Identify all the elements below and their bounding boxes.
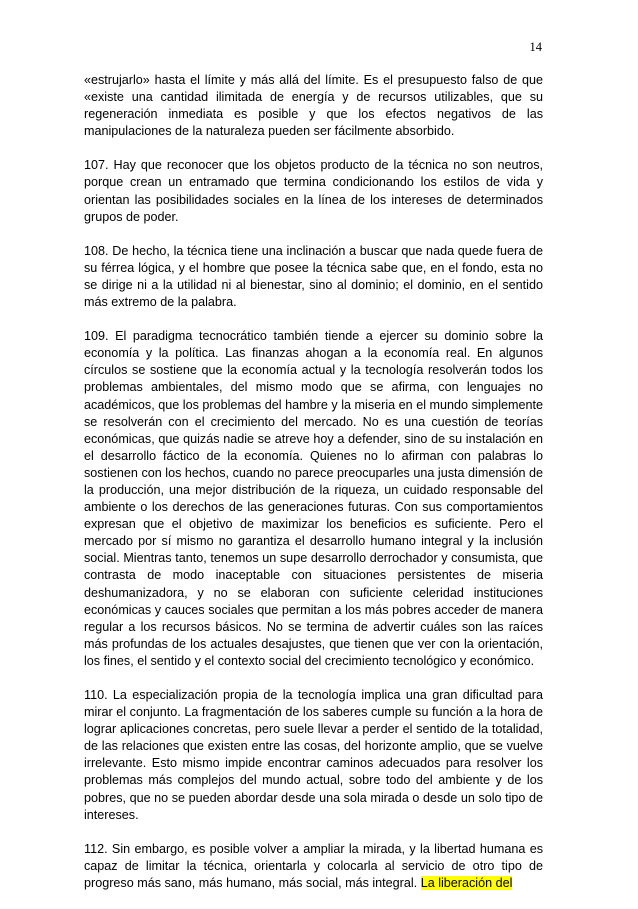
- paragraph-108: 108. De hecho, la técnica tiene una inclinación a buscar que nada quede fuera de su férrea lógica, y el hombre que posee la técnica sabe que, en el fondo, esta no se dirige ni a la utilidad ni al bienestar, sino al dominio; el dominio, en el sentido más extremo de la palabra.: [84, 243, 543, 310]
- page-number: 14: [529, 40, 542, 54]
- highlighted-text: La liberación del: [420, 875, 513, 890]
- paragraph-continuation: «estrujarlo» hasta el límite y más allá del límite. Es el presupuesto falso de que «existe una cantidad ilimitada de energía y de recursos utilizables, que su regeneración inmediata es posible y que los efectos negativos de las manipulaciones de la naturaleza pueden ser fácilmente absorbido.: [84, 73, 543, 139]
- paragraph-107: 107. Hay que reconocer que los objetos producto de la técnica no son neutros, porque crean un entramado que termina condicionando los estilos de vida y orientan las posibilidades sociales en la línea de los intereses de determinados grupos de poder.: [84, 158, 543, 224]
- paragraph-109: 109. El paradigma tecnocrático también tiende a ejercer su dominio sobre la economía y la política. Las finanzas ahogan a la economía real. En algunos círculos se sostiene que la economía actual y la tecnología resolverán todos los problemas ambientales, del mismo modo que se afirma, con lenguajes no académicos, que los problemas del hambre y la miseria en el mundo simplemente se resolverán con el crecimiento del mercado. No es una cuestión de teorías económicas, que quizás nadie se atreve hoy a defender, sino de su instalación en el desarrollo fáctico de la economía. Quienes no lo afirman con palabras lo sostienen con los hechos, cuando no parece preocuparles una justa dimensión de la producción, una mejor distribución de la riqueza, un cuidado responsable del ambiente o los derechos de las generaciones futuras. Con sus comportamientos expresan que el objetivo de maximizar los beneficios es suficiente. Pero el mercado por sí mismo no garantiza el desarrollo humano integral y la inclusión social. Mientras tanto, tenemos un supe desarrollo derrochador y consumista, que contrasta de modo inaceptable con situaciones persistentes de miseria deshumanizadora, y no se elaboran con suficiente celeridad instituciones económicas y cauces sociales que permitan a los más pobres acceder de manera regular a los recursos básicos. No se termina de advertir cuáles son las raíces más profundas de los actuales desajustes, que tienen que ver con la orientación, los fines, el sentido y el contexto social del crecimiento tecnológico y económico.: [84, 329, 543, 668]
- document-body: [84, 72, 543, 909]
- paragraph-112: [84, 841, 543, 892]
- paragraph-110: 110. La especialización propia de la tecnología implica una gran dificultad para mirar el conjunto. La fragmentación de los saberes cumple su función a la hora de lograr aplicaciones concretas, pero suele llevar a perder el sentido de la totalidad, de las relaciones que existen entre las cosas, del horizonte amplio, que se vuelve irrelevante. Esto mismo impide encontrar caminos adecuados para resolver los problemas más complejos del mundo actual, sobre todo del ambiente y de los pobres, que no se pueden abordar desde una sola mirada o desde un solo tipo de intereses.: [84, 688, 543, 822]
- paragraph-112-text: 112. Sin embargo, es posible volver a ampliar la mirada, y la libertad humana es capaz de limitar la técnica, orientarla y colocarla al servicio de otro tipo de progreso más sano, más humano, más social, más integral.: [84, 841, 543, 890]
